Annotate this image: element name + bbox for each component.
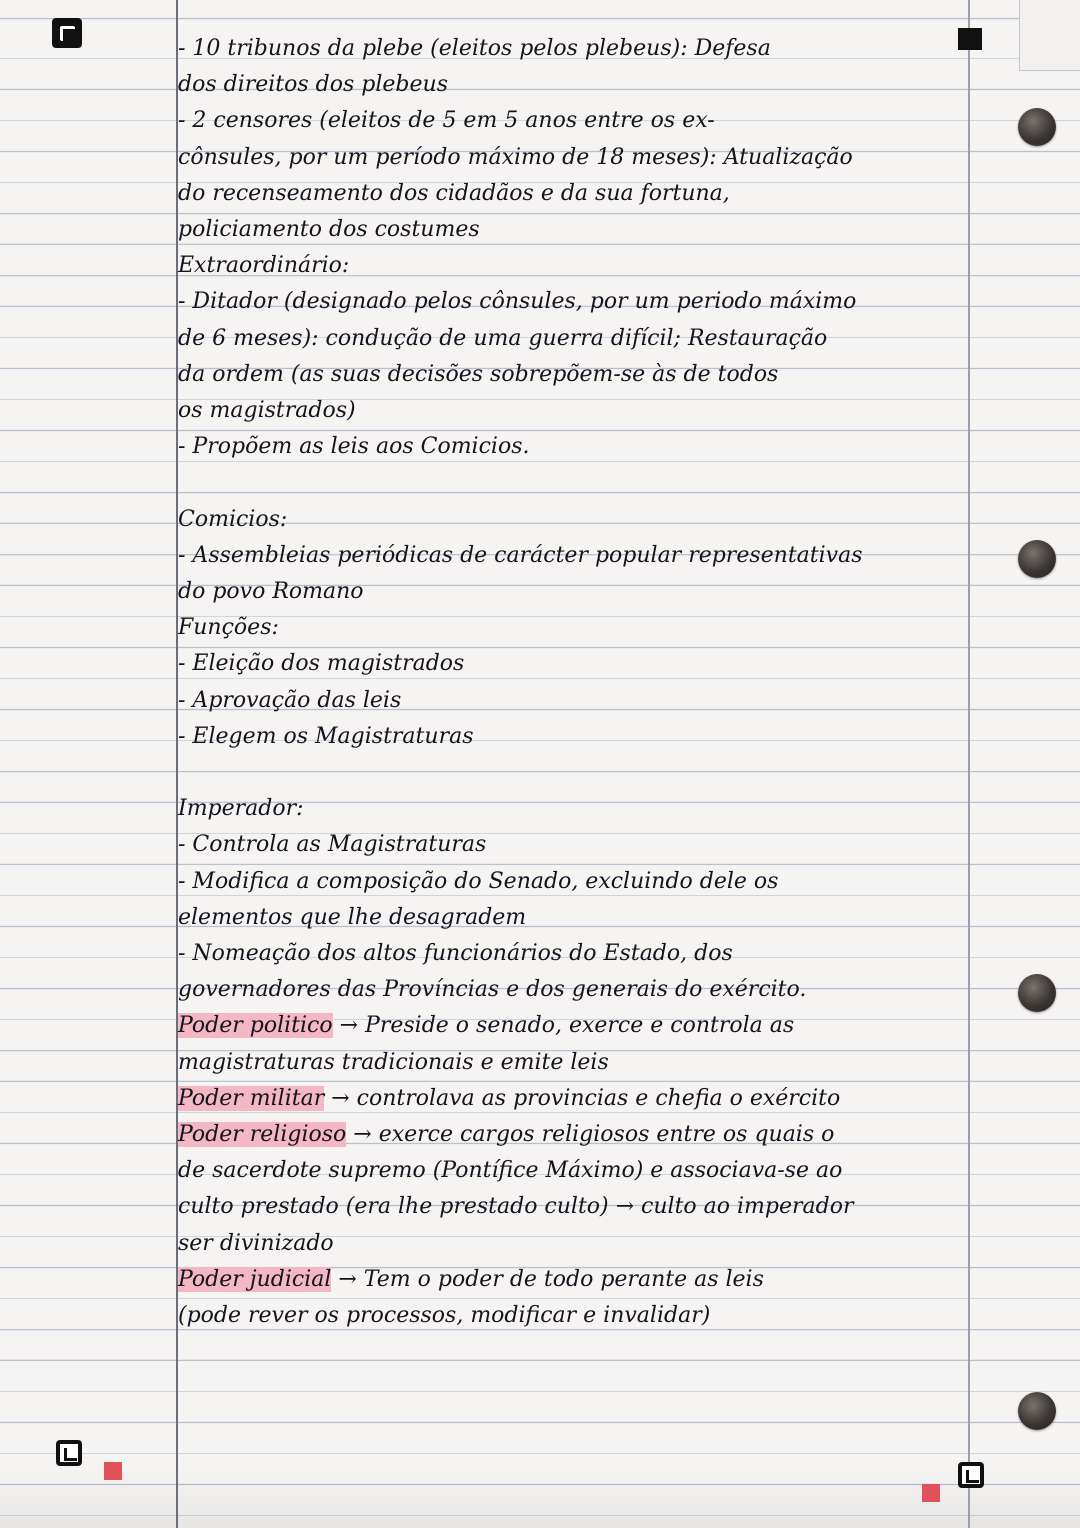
corner-marker-icon	[958, 28, 982, 50]
note-text: (pode rever os processos, modificar e invalidar)	[178, 1303, 711, 1328]
note-line	[178, 903, 526, 933]
note-line	[178, 1229, 334, 1259]
note-line	[178, 939, 733, 969]
highlighted-term: Poder judicial	[178, 1266, 332, 1292]
note-text: elementos que lhe desagradem	[178, 904, 527, 930]
note-text: Funções:	[178, 615, 279, 641]
highlighted-term: Poder religioso	[178, 1122, 347, 1147]
corner-marker-icon	[958, 1462, 984, 1488]
note-text: policiamento dos costumes	[178, 217, 480, 242]
note-text: → controlava as provincias e chefia o exército	[324, 1085, 841, 1111]
binder-hole-icon	[1018, 974, 1056, 1012]
highlighted-term: Poder militar	[178, 1085, 325, 1111]
note-line	[178, 1156, 842, 1186]
note-text: → Tem o poder de todo perante as leis	[331, 1266, 764, 1292]
note-text: ser divinizado	[178, 1230, 334, 1256]
page-shadow	[0, 1468, 1080, 1528]
note-text: - Aprovação das leis	[178, 687, 402, 713]
note-text: - Propõem as leis aos Comicios.	[178, 434, 530, 460]
note-text: dos direitos dos plebeus	[178, 72, 448, 98]
note-text: - Controla as Magistraturas	[178, 832, 487, 858]
note-text: culto prestado (era lhe prestado culto) → culto ao imperador	[178, 1194, 854, 1220]
note-line	[178, 1084, 840, 1114]
page-corner	[1019, 0, 1080, 71]
note-line	[178, 251, 349, 281]
note-line	[178, 613, 279, 643]
note-text: de 6 meses): condução de uma guerra difícil; Restauração	[178, 325, 828, 351]
corner-marker-red-icon	[104, 1462, 122, 1480]
note-text: do povo Romano	[178, 579, 364, 604]
note-line	[178, 215, 480, 245]
note-line	[178, 1048, 609, 1078]
note-line	[178, 722, 474, 752]
note-line	[178, 649, 464, 679]
note-line	[178, 396, 356, 426]
note-line	[178, 975, 806, 1005]
note-text: → exerce cargos religiosos entre os quais o	[346, 1122, 835, 1147]
note-line	[178, 287, 856, 317]
note-line	[178, 686, 401, 716]
note-line	[178, 505, 287, 535]
corner-marker-icon	[56, 1440, 82, 1466]
note-text: - Modifica a composição do Senado, excluindo dele os	[178, 868, 779, 894]
note-line	[178, 1301, 710, 1331]
note-line	[178, 324, 827, 354]
note-text: - Nomeação dos altos funcionários do Estado, dos	[178, 941, 733, 966]
binder-hole-icon	[1018, 540, 1056, 578]
note-text: os magistrados)	[178, 398, 356, 423]
note-text: governadores das Províncias e dos generais do exército.	[178, 977, 807, 1003]
note-line	[178, 1192, 853, 1222]
note-text: da ordem (as suas decisões sobrepõem-se às de todos	[178, 361, 779, 387]
note-text: - Elegem os Magistraturas	[178, 723, 474, 749]
note-text: do recenseamento dos cidadãos e da sua fortuna,	[178, 180, 730, 206]
note-line	[178, 34, 771, 64]
note-text: - Eleição dos magistrados	[178, 651, 465, 677]
highlighted-term: Poder politico	[178, 1013, 333, 1039]
note-line	[178, 867, 778, 897]
note-line	[178, 830, 486, 860]
note-line	[178, 577, 364, 607]
note-line	[178, 143, 853, 173]
note-line	[178, 432, 529, 462]
note-text: de sacerdote supremo (Pontífice Máximo) e associava-se ao	[178, 1158, 843, 1184]
note-line	[178, 1265, 764, 1295]
note-text: cônsules, por um período máximo de 18 meses): Atualização	[178, 144, 853, 170]
note-text: → Preside o senado, exerce e controla as	[332, 1013, 795, 1039]
note-text: - 10 tribunos da plebe (eleitos pelos plebeus): Defesa	[178, 36, 771, 61]
note-line	[178, 541, 863, 571]
note-line	[178, 70, 448, 100]
note-text: Imperador:	[178, 796, 304, 822]
note-line	[178, 179, 730, 209]
note-text: Comicios:	[178, 506, 288, 532]
note-text: - Ditador (designado pelos cônsules, por um periodo máximo	[178, 289, 857, 315]
right-border-line	[968, 0, 970, 1528]
binder-hole-icon	[1018, 1392, 1056, 1430]
note-text: Extraordinário:	[178, 253, 350, 279]
note-line	[178, 1011, 794, 1041]
note-line	[178, 106, 715, 136]
corner-marker-icon	[52, 18, 82, 48]
note-line	[178, 1120, 834, 1150]
note-text: - 2 censores (eleitos de 5 em 5 anos entre os ex-	[178, 108, 715, 134]
note-text: - Assembleias periódicas de carácter popular representativas	[178, 542, 863, 568]
binder-hole-icon	[1018, 108, 1056, 146]
note-line	[178, 794, 304, 824]
corner-marker-red-icon	[922, 1484, 940, 1502]
note-line	[178, 360, 778, 390]
note-text: magistraturas tradicionais e emite leis	[178, 1049, 609, 1075]
